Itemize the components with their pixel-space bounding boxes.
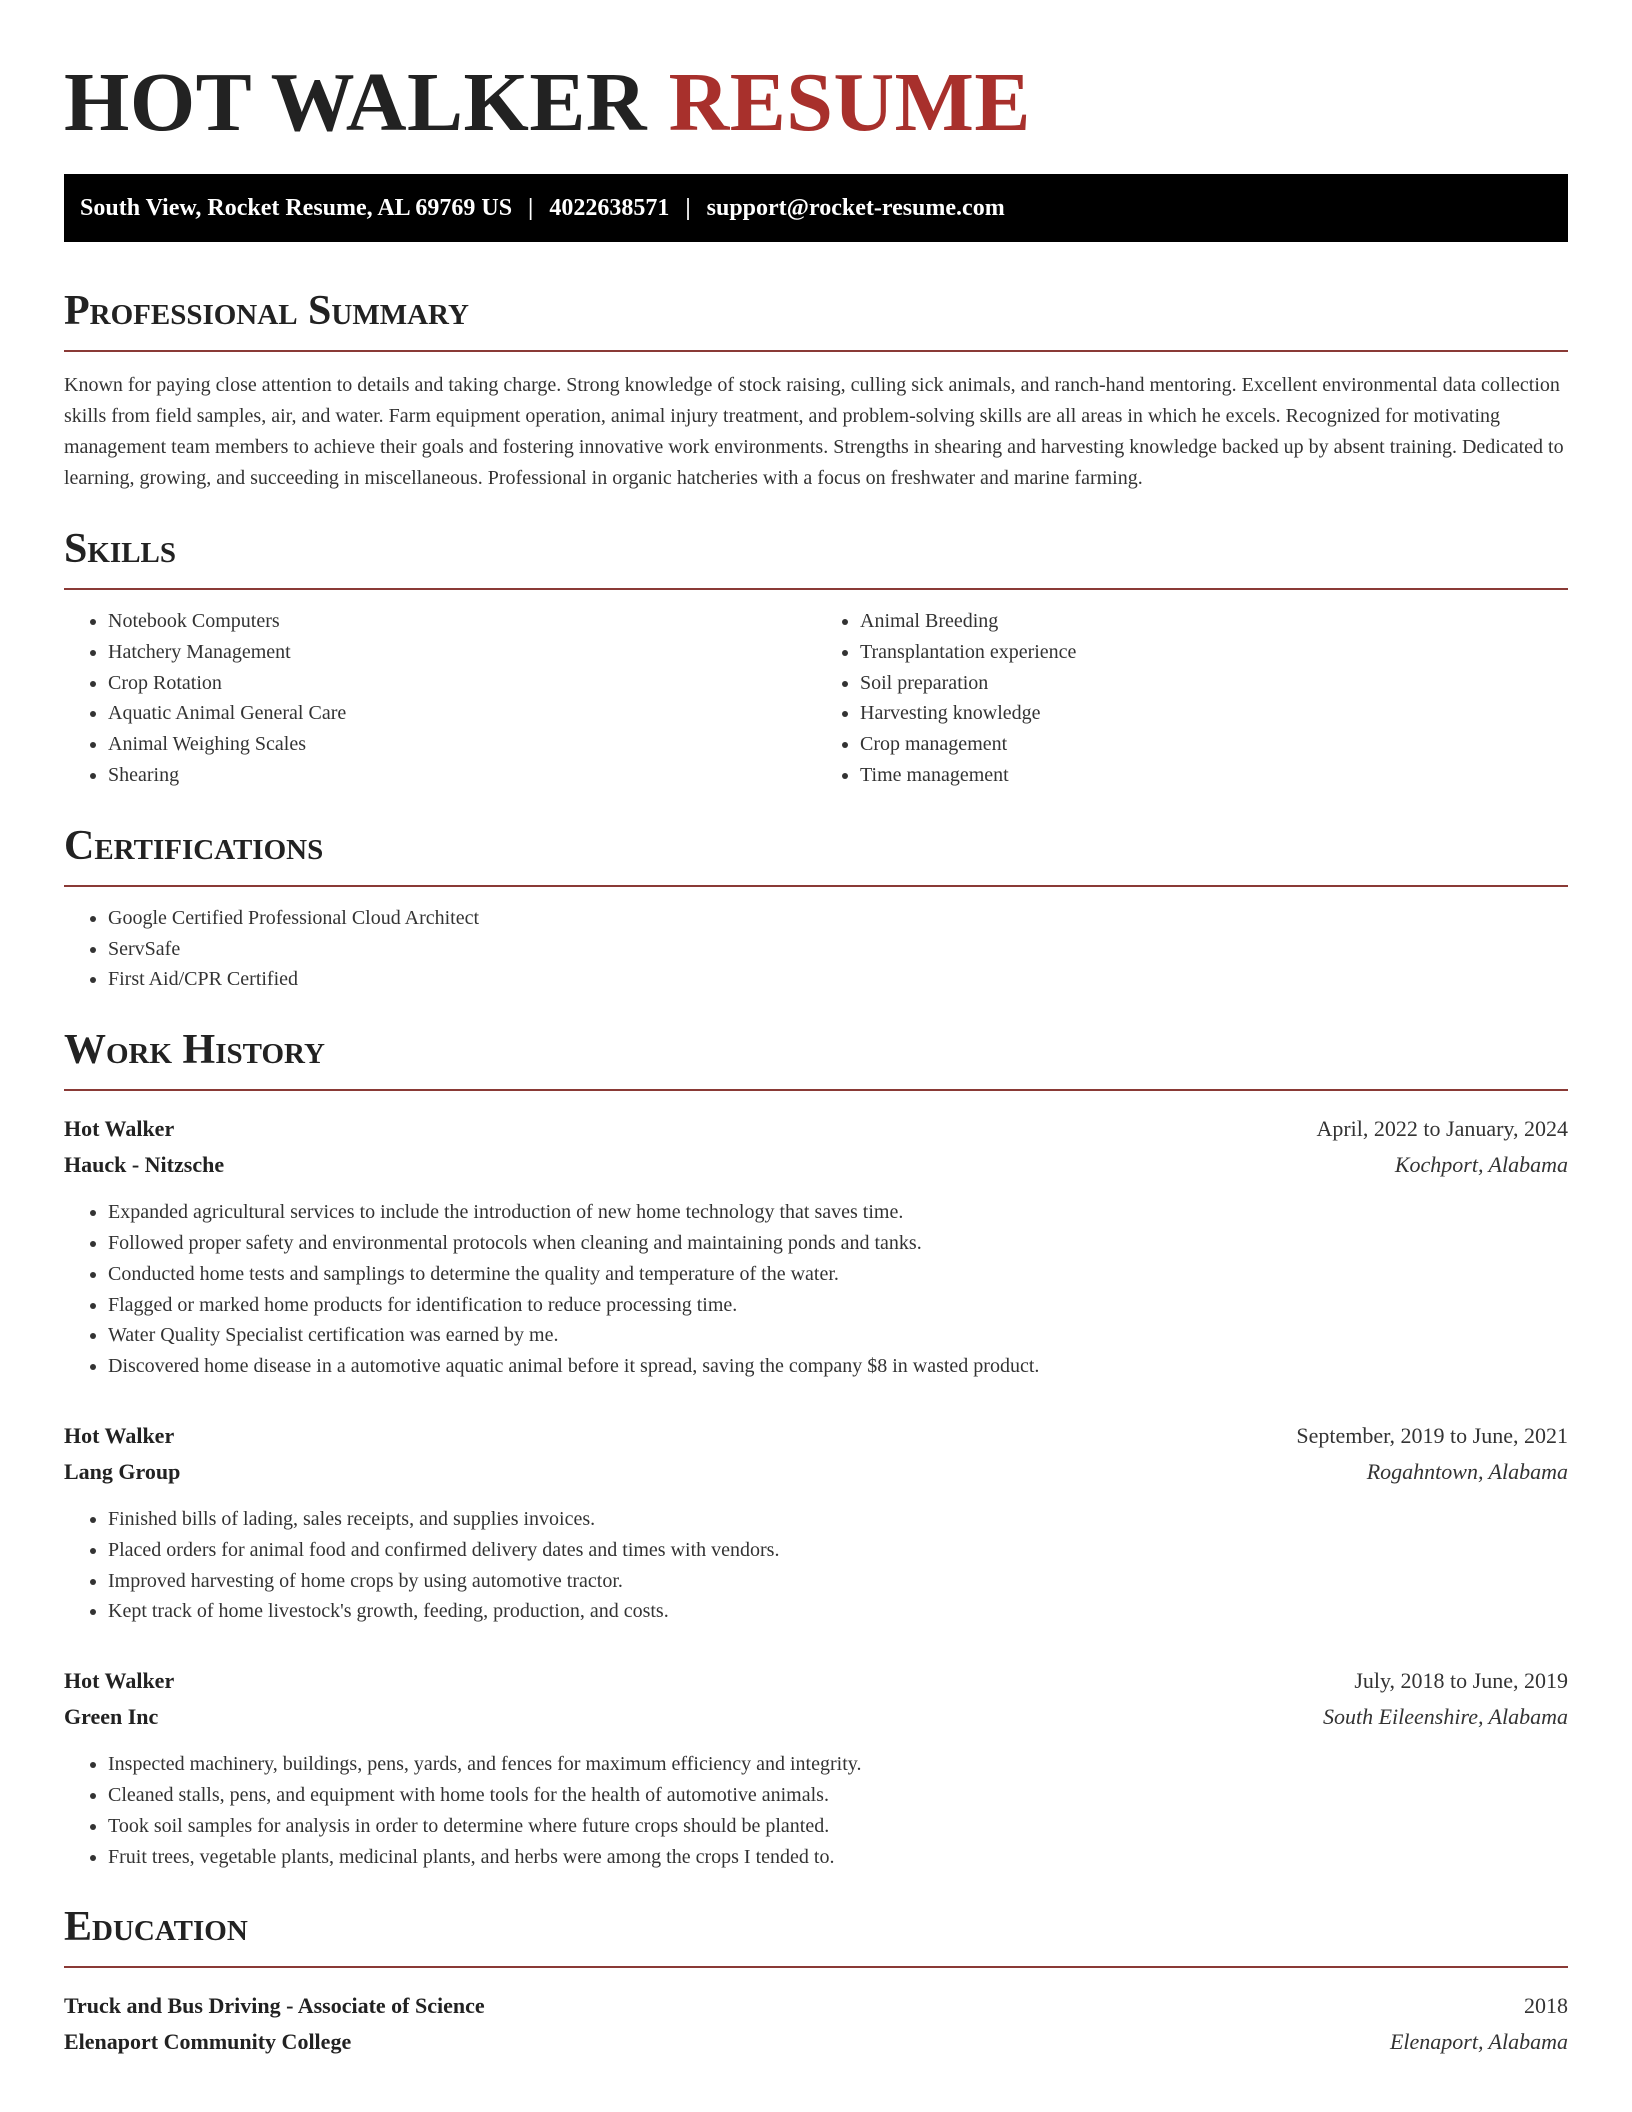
certification-item: • Google Certified Professional Cloud Architect: [108, 903, 1568, 934]
contact-email: support@rocket-resume.com: [706, 194, 1005, 221]
job-duty: • Conducted home tests and samplings to determine the quality and temperature of the water.: [108, 1259, 1568, 1290]
skill-item: • Animal Weighing Scales: [108, 729, 816, 760]
job-duty: • Flagged or marked home products for identification to reduce processing time.: [108, 1290, 1568, 1321]
job-duty: • Fruit trees, vegetable plants, medicinal plants, and herbs were among the crops I tended to.: [108, 1842, 1568, 1873]
job-company: Hauck - Nitzsche: [64, 1152, 225, 1178]
skill-item: • Notebook Computers: [108, 606, 816, 637]
work-history-heading: Work History: [64, 1027, 325, 1074]
skills-grid: [64, 606, 1568, 791]
job-entry: [64, 1111, 1568, 1382]
skill-item: • Time management: [860, 760, 1568, 791]
job-duty: • Expanded agricultural services to include the introduction of new home technology that saves time.: [108, 1197, 1568, 1228]
contact-separator: |: [528, 194, 534, 221]
job-company: Green Inc: [64, 1704, 159, 1730]
skill-item: • Crop Rotation: [108, 668, 816, 699]
job-duty: • Cleaned stalls, pens, and equipment with home tools for the health of automotive animals.: [108, 1780, 1568, 1811]
resume-title: [64, 0, 1568, 148]
section-divider: [64, 350, 1568, 352]
skill-item: • Animal Breeding: [860, 606, 1568, 637]
job-location: Rogahntown, Alabama: [1366, 1458, 1568, 1484]
skill-item: • Crop management: [860, 729, 1568, 760]
job-location: South Eileenshire, Alabama: [1322, 1704, 1568, 1730]
section-divider: [64, 588, 1568, 590]
job-company-row: [64, 1454, 1568, 1490]
skills-list-left: [64, 606, 816, 791]
skills-heading: Skills: [64, 526, 177, 572]
job-title: Hot Walker: [64, 1422, 175, 1448]
job-dates: April, 2022 to January, 2024: [1316, 1116, 1568, 1142]
job-duty: • Finished bills of lading, sales receipts, and supplies invoices.: [108, 1504, 1568, 1535]
job-location: Kochport, Alabama: [1394, 1152, 1568, 1178]
section-divider: [64, 1089, 1568, 1091]
job-dates: September, 2019 to June, 2021: [1296, 1422, 1568, 1448]
job-title: Hot Walker: [64, 1116, 175, 1142]
section-divider: [64, 1966, 1568, 1968]
job-duty: • Water Quality Specialist certification was earned by me.: [108, 1320, 1568, 1351]
education-entry: [64, 1988, 1568, 2060]
title-main: HOT WALKER: [64, 56, 648, 149]
job-duty: • Placed orders for animal food and confirmed delivery dates and times with vendors.: [108, 1535, 1568, 1566]
job-company: Lang Group: [64, 1458, 181, 1484]
education-degree-row: [64, 1988, 1568, 2024]
job-duty: • Discovered home disease in a automotive aquatic animal before it spread, saving the company $8 in wasted product.: [108, 1351, 1568, 1382]
job-header-row: [64, 1663, 1568, 1699]
education-heading: Education: [64, 1904, 248, 1951]
job-duties: [64, 1749, 1568, 1872]
skill-item: • Hatchery Management: [108, 637, 816, 668]
education-school: Elenaport Community College: [64, 2029, 352, 2055]
section-divider: [64, 885, 1568, 887]
education-year: 2018: [1524, 1993, 1568, 2019]
job-duties: [64, 1504, 1568, 1627]
contact-separator: |: [685, 194, 691, 221]
contact-bar: [64, 174, 1568, 242]
job-entry: [64, 1418, 1568, 1627]
skill-item: • Soil preparation: [860, 668, 1568, 699]
certification-item: • ServSafe: [108, 934, 1568, 965]
job-duties: [64, 1197, 1568, 1382]
job-header-row: [64, 1111, 1568, 1147]
job-duty: • Took soil samples for analysis in order to determine where future crops should be planted.: [108, 1811, 1568, 1842]
skill-item: • Shearing: [108, 760, 816, 791]
certification-item: • First Aid/CPR Certified: [108, 964, 1568, 995]
certifications-heading: Certifications: [64, 822, 324, 869]
job-company-row: [64, 1147, 1568, 1183]
skill-item: • Aquatic Animal General Care: [108, 698, 816, 729]
education-location: Elenaport, Alabama: [1389, 2029, 1568, 2055]
certifications-list: [64, 903, 1568, 995]
skill-item: • Harvesting knowledge: [860, 698, 1568, 729]
title-accent: RESUME: [668, 56, 1031, 149]
job-company-row: [64, 1699, 1568, 1735]
skills-list-right: [816, 606, 1568, 791]
education-school-row: [64, 2024, 1568, 2060]
job-duty: • Improved harvesting of home crops by using automotive tractor.: [108, 1566, 1568, 1597]
job-dates: July, 2018 to June, 2019: [1354, 1668, 1568, 1694]
summary-heading: Professional Summary: [64, 288, 469, 334]
skill-item: • Transplantation experience: [860, 637, 1568, 668]
summary-text: Known for paying close attention to details and taking charge. Strong knowledge of stock raising, culling sick animals, and ranch-hand mentoring. Excellent environmental data collection skills from field samples, air, and water. Farm equipment operation, animal injury treatment, and problem-solving skills are all areas in which he excels. Recognized for motivating management team members to achieve their goals and fostering innovative work environments. Strengths in shearing and harvesting knowledge backed up by absent training. Dedicated to learning, growing, and succeeding in miscellaneous. Professional in organic hatcheries with a focus on freshwater and marine farming.: [64, 374, 1564, 489]
contact-address: South View, Rocket Resume, AL 69769 US: [80, 194, 513, 221]
job-header-row: [64, 1418, 1568, 1454]
education-degree: Truck and Bus Driving - Associate of Science: [64, 1993, 485, 2019]
job-duty: • Followed proper safety and environmental protocols when cleaning and maintaining ponds and tanks.: [108, 1228, 1568, 1259]
job-duty: • Inspected machinery, buildings, pens, yards, and fences for maximum efficiency and integrity.: [108, 1749, 1568, 1780]
contact-phone: 4022638571: [549, 194, 670, 221]
job-duty: • Kept track of home livestock's growth, feeding, production, and costs.: [108, 1596, 1568, 1627]
job-title: Hot Walker: [64, 1668, 175, 1694]
job-entry: [64, 1663, 1568, 1872]
